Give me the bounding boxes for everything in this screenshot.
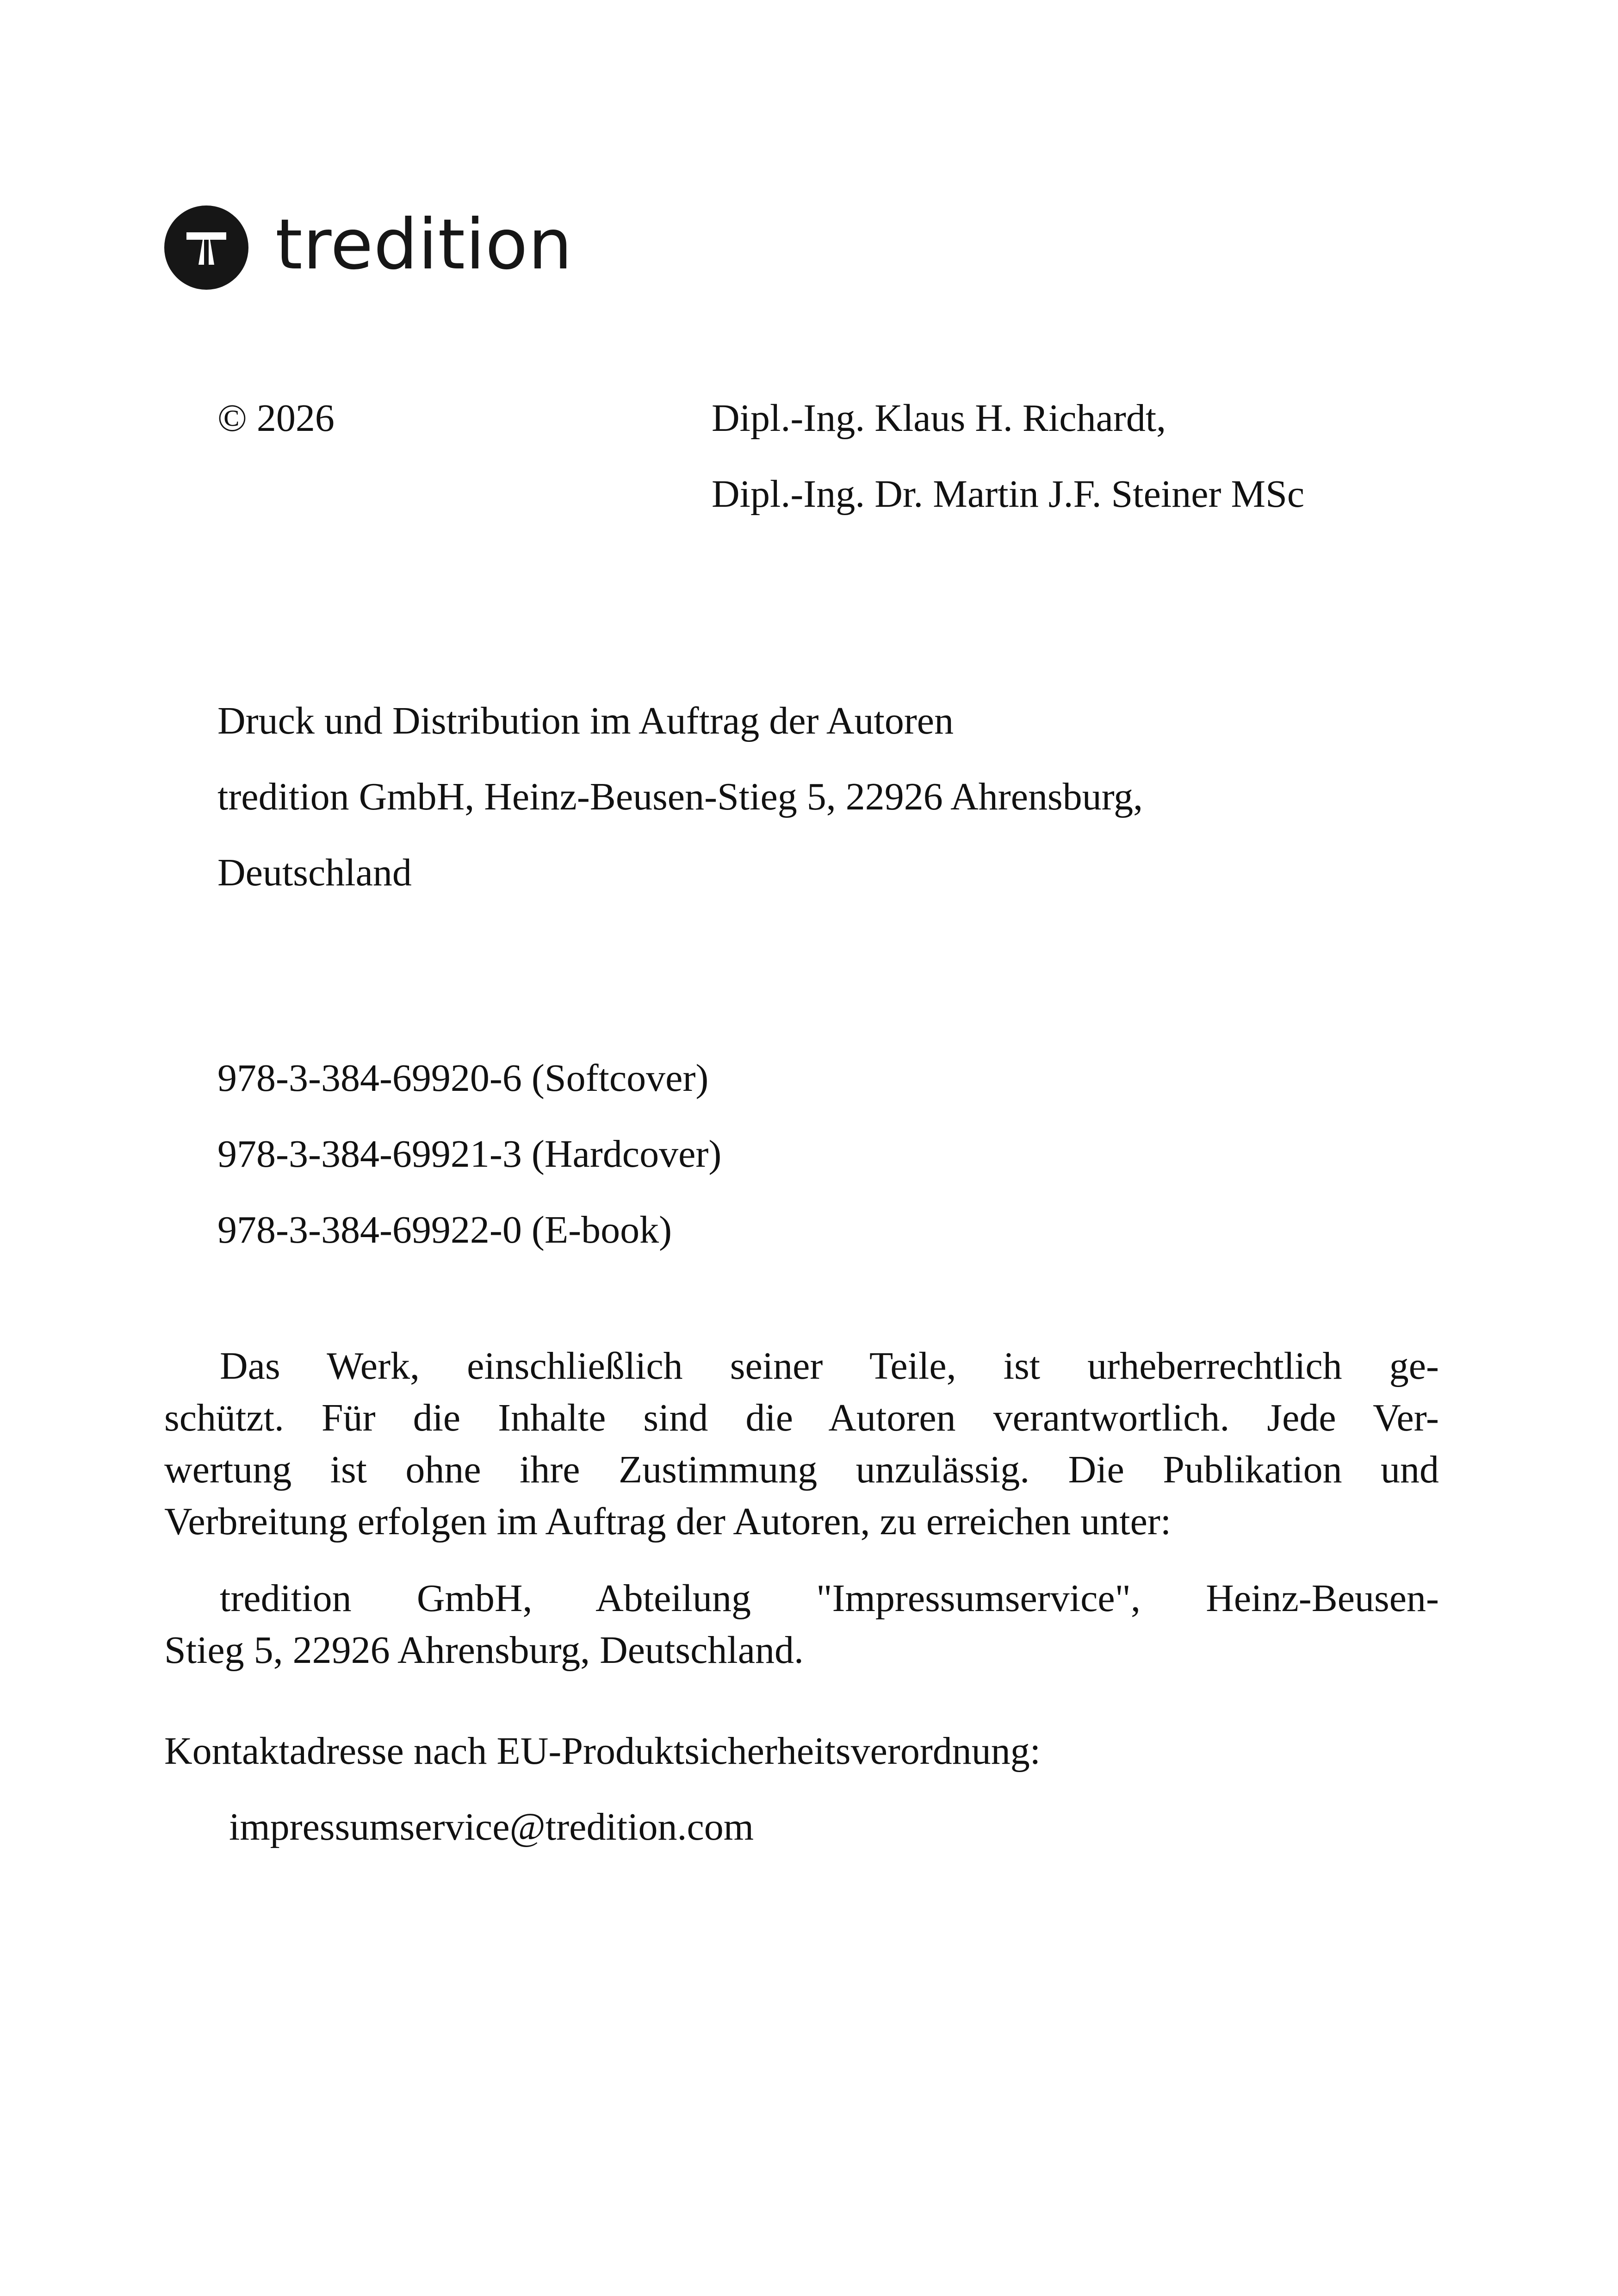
isbn-softcover: 978-3-384-69920-6 (Softcover) bbox=[217, 1057, 709, 1100]
author-line-2: Dipl.-Ing. Dr. Martin J.F. Steiner MSc bbox=[712, 473, 1305, 516]
contact-email: impressumservice@tredition.com bbox=[229, 1805, 754, 1848]
legal-line-4: Verbreitung erfolgen im Auftrag der Autoren, zu erreichen unter: bbox=[164, 1500, 1172, 1543]
publisher-address bbox=[164, 1573, 1439, 1676]
address-line-1: tredition GmbH, Abteilung "Impressumservice", Heinz-Beusen- bbox=[220, 1577, 1439, 1620]
isbn-hardcover: 978-3-384-69921-3 (Hardcover) bbox=[217, 1132, 722, 1176]
legal-line-1: Das Werk, einschließlich seiner Teile, ist urheberrechtlich ge- bbox=[220, 1344, 1439, 1388]
tredition-logo-icon bbox=[164, 205, 248, 290]
legal-line-2: schützt. Für die Inhalte sind die Autoren verantwortlich. Jede Ver- bbox=[164, 1396, 1439, 1439]
legal-line-3: wertung ist ohne ihre Zustimmung unzulässig. Die Publikation und bbox=[164, 1448, 1439, 1491]
address-line-2: Stieg 5, 22926 Ahrensburg, Deutschland. bbox=[164, 1629, 804, 1672]
isbn-ebook: 978-3-384-69922-0 (E-book) bbox=[217, 1208, 672, 1251]
distribution-line-2: tredition GmbH, Heinz-Beusen-Stieg 5, 22926 Ahrensburg, bbox=[217, 775, 1143, 818]
publisher-logo bbox=[164, 204, 573, 292]
author-line-1: Dipl.-Ing. Klaus H. Richardt, bbox=[712, 397, 1166, 440]
distribution-line-1: Druck und Distribution im Auftrag der Autoren bbox=[217, 699, 954, 742]
copyright-year: © 2026 bbox=[217, 397, 335, 440]
contact-label: Kontaktadresse nach EU-Produktsicherheitsverordnung: bbox=[164, 1730, 1041, 1773]
legal-paragraph bbox=[164, 1340, 1439, 1548]
logo-wordmark: tredition bbox=[275, 205, 573, 285]
distribution-line-3: Deutschland bbox=[217, 851, 412, 894]
